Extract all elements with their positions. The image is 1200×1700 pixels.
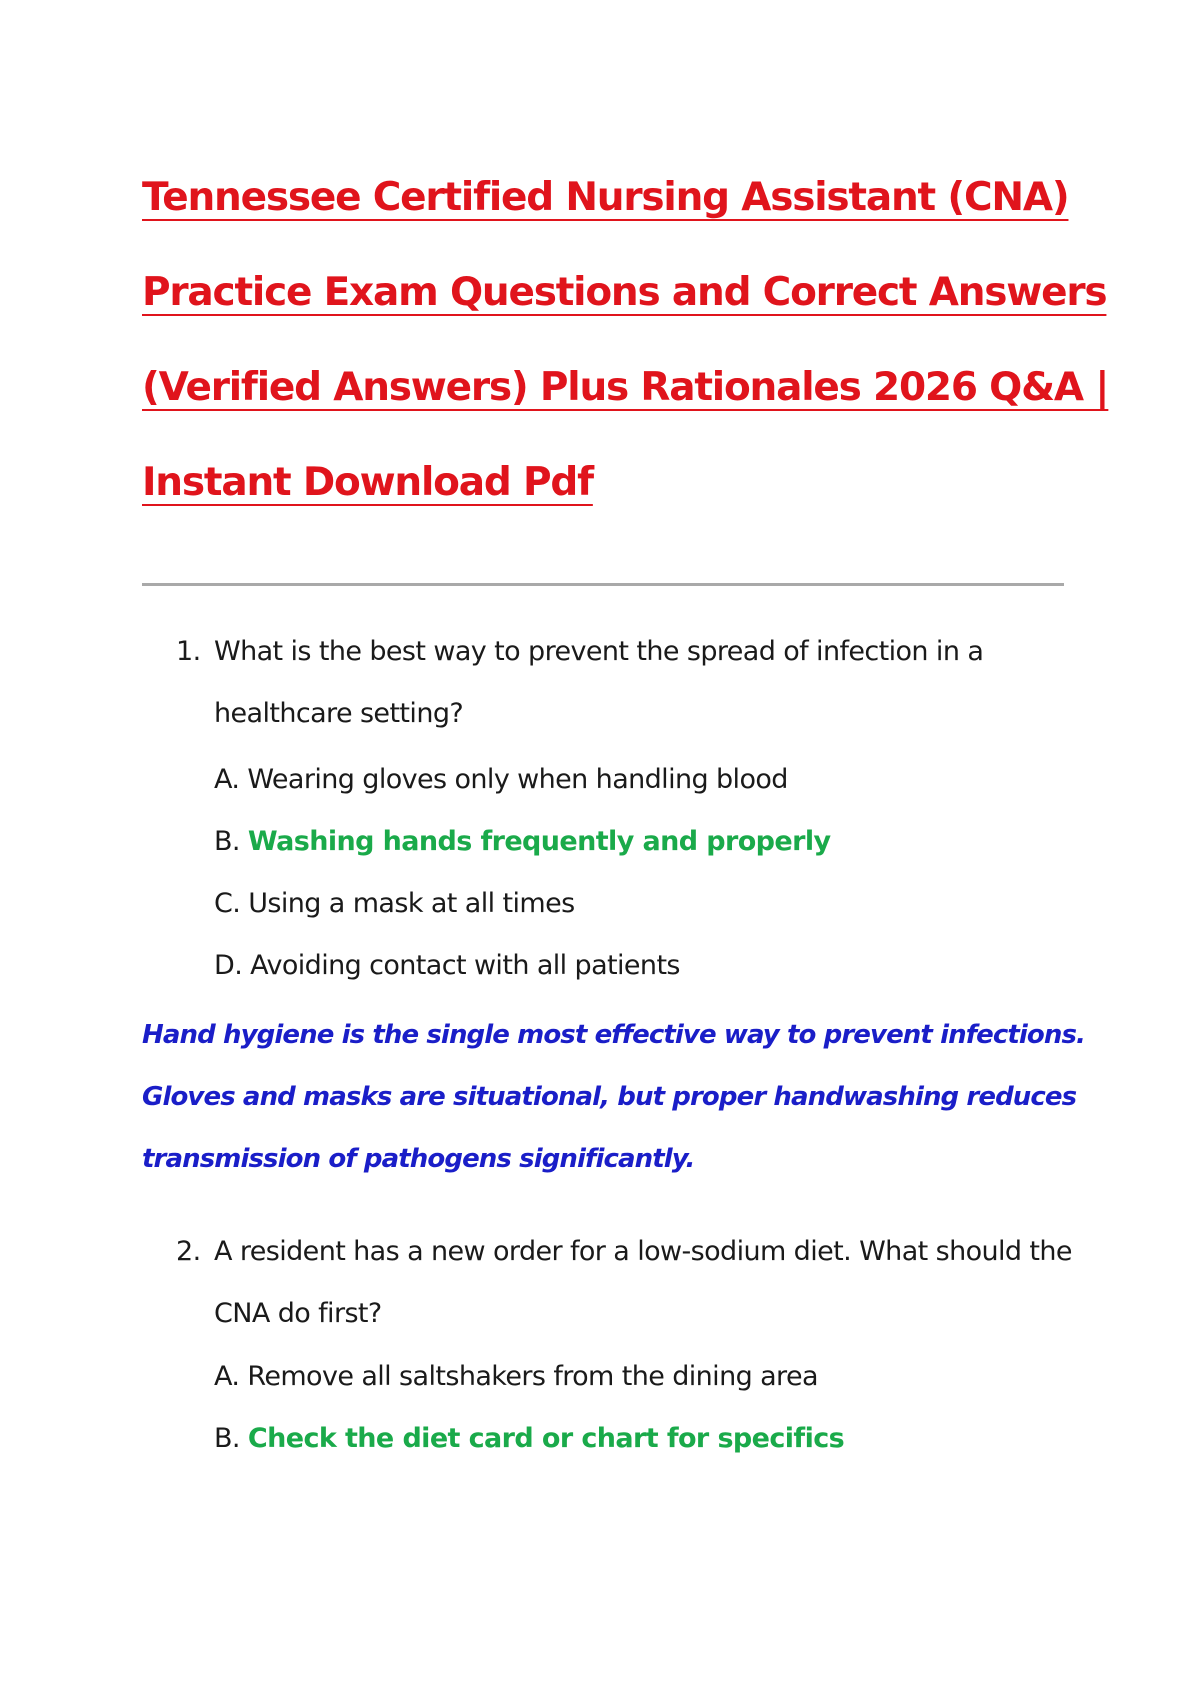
option-letter: B. <box>214 1423 240 1454</box>
option-text: Using a mask at all times <box>248 888 575 919</box>
answer-option-d <box>214 950 680 981</box>
option-letter: A. <box>214 764 240 795</box>
title-line <box>142 435 1082 530</box>
option-text: Wearing gloves only when handling blood <box>247 764 788 795</box>
option-letter: B. <box>214 826 240 857</box>
document-title <box>142 150 1109 530</box>
question-text-line: A resident has a new order for a low-sodium diet. What should the <box>214 1236 1072 1267</box>
option-text: Remove all saltshakers from the dining area <box>247 1361 818 1392</box>
title-line-text: Practice Exam Questions and Correct Answers <box>142 270 1107 315</box>
rationale-line: Gloves and masks are situational, but proper handwashing reduces <box>142 1082 1077 1112</box>
title-line <box>142 245 1107 340</box>
option-text: Avoiding contact with all patients <box>250 950 680 981</box>
correct-option-text: Check the diet card or chart for specifics <box>247 1423 845 1454</box>
answer-option-a <box>214 764 788 795</box>
correct-option-text: Washing hands frequently and properly <box>247 826 831 857</box>
option-letter: D. <box>214 950 243 981</box>
question-text-line: healthcare setting? <box>214 698 464 729</box>
title-line-text: (Verified Answers) Plus Rationales 2026 Q&A | <box>142 365 1109 410</box>
answer-option-b-correct <box>214 826 830 857</box>
question-number: 2. <box>176 1236 201 1267</box>
rationale-line: Hand hygiene is the single most effective way to prevent infections. <box>142 1020 1086 1050</box>
title-line-text: Tennessee Certified Nursing Assistant (CNA) <box>142 175 1069 220</box>
question-number: 1. <box>176 636 201 667</box>
horizontal-divider <box>142 583 1064 586</box>
title-line-text: Instant Download Pdf <box>142 460 593 505</box>
title-line <box>142 150 1082 245</box>
answer-option-a <box>214 1361 818 1392</box>
title-line <box>142 340 1109 435</box>
answer-option-b-correct <box>214 1423 844 1454</box>
question-text-line: What is the best way to prevent the spread of infection in a <box>214 636 984 667</box>
answer-option-c <box>214 888 575 919</box>
question-text-line: CNA do first? <box>214 1298 382 1329</box>
option-letter: A. <box>214 1361 240 1392</box>
rationale-line: transmission of pathogens significantly. <box>142 1144 695 1174</box>
option-letter: C. <box>214 888 241 919</box>
